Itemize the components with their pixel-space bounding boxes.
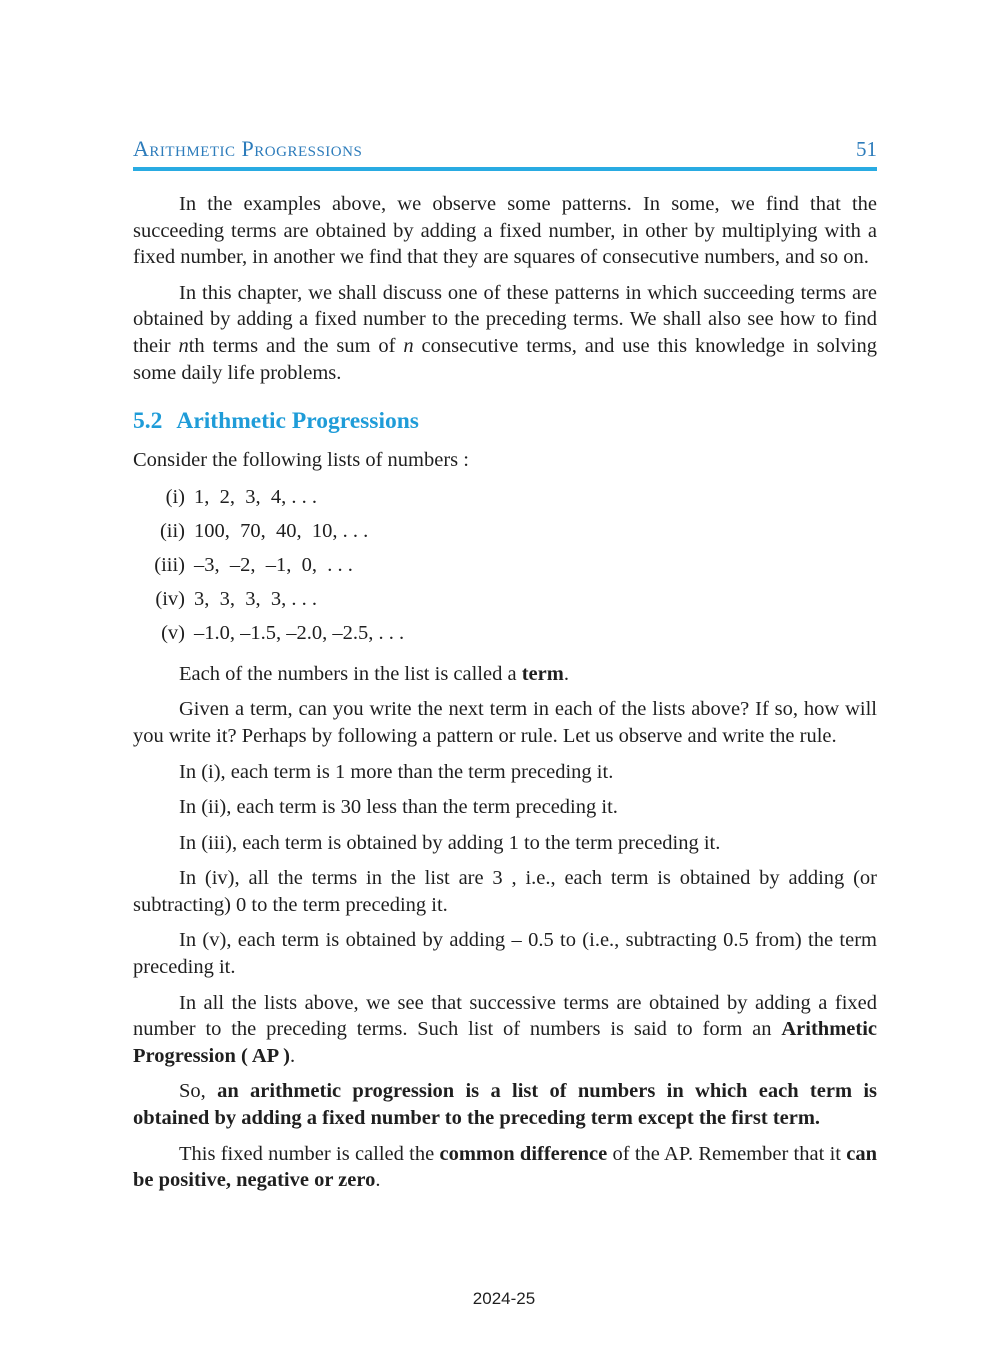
paragraph-text: In (iv), all the terms in the list are 3 , i.e., each term is obtained by adding (or subtracting) 0 to the term preceding it. xyxy=(133,867,877,916)
section-title: Arithmetic Progressions xyxy=(176,408,419,435)
running-header xyxy=(133,136,877,162)
bold-positive-negative-zero: can be positive, negative or zero xyxy=(133,1142,877,1192)
list-item-label: (iii) xyxy=(154,553,185,576)
list-item xyxy=(133,484,877,511)
paragraph-observation-i xyxy=(133,759,877,786)
paragraph-observation-ii xyxy=(133,794,877,821)
bold-arithmetic-progression: Arithmetic Progression ( AP ) xyxy=(133,1018,877,1067)
list-item-label: (ii) xyxy=(159,519,185,542)
list-item-value: 3, 3, 3, 3, . . . xyxy=(194,588,317,611)
list-item-value: 1, 2, 3, 4, . . . xyxy=(194,485,317,508)
paragraph-observation-iii xyxy=(133,830,877,857)
running-header-title: Arithmetic Progressions xyxy=(133,136,363,161)
paragraph-common-difference xyxy=(133,1141,877,1194)
list-item-label: (i) xyxy=(165,485,185,508)
footer-session-label: 2024-25 xyxy=(472,1289,536,1308)
list-item-value: 100, 70, 40, 10, . . . xyxy=(194,519,369,542)
paragraph-definition xyxy=(133,1078,877,1131)
paragraph-observation-v xyxy=(133,927,877,980)
page-number: 51 xyxy=(856,137,877,161)
paragraph-intro-1 xyxy=(133,191,877,271)
paragraph-text: This fixed number is called the xyxy=(179,1142,440,1165)
paragraph-text: In (iii), each term is obtained by adding 1 to the term preceding it. xyxy=(179,831,721,854)
paragraph-consider xyxy=(133,447,877,474)
bold-term: term xyxy=(521,662,564,685)
paragraph-text: . xyxy=(289,1044,296,1067)
section-number: 5.2 xyxy=(133,408,163,435)
paragraph-text: of the AP. Remember that it xyxy=(607,1142,847,1165)
paragraph-text: In (i), each term is 1 more than the term preceding it. xyxy=(179,760,614,783)
bold-definition: an arithmetic progression is a list of numbers in which each term is obtained by adding a fixed number to the preceding term except the first term. xyxy=(133,1080,877,1130)
section-heading xyxy=(133,408,877,435)
number-lists xyxy=(133,484,877,647)
list-item-value: –1.0, –1.5, –2.0, –2.5, . . . xyxy=(194,622,405,645)
italic-variable-n: n xyxy=(403,334,414,357)
paragraph-term xyxy=(133,661,877,688)
paragraph-text: Consider the following lists of numbers : xyxy=(133,449,469,472)
paragraph-text: Each of the numbers in the list is called a xyxy=(179,662,522,685)
header-rule xyxy=(133,167,877,171)
paragraph-intro-2 xyxy=(133,280,877,386)
paragraph-text: . xyxy=(563,662,569,685)
paragraph-text: consecutive terms, and use this knowledge in solving some daily life problems. xyxy=(133,334,877,384)
list-item-label: (v) xyxy=(161,622,185,645)
list-item xyxy=(133,552,877,579)
paragraph-text: In this chapter, we shall discuss one of these patterns in which succeeding terms are obtained by adding a fixed number to the preceding terms. We shall also see how to find their xyxy=(133,281,877,357)
paragraph-text: Given a term, can you write the next term in each of the lists above? If so, how will you write it? Perhaps by following a pattern or rule. Let us observe and write the rule. xyxy=(133,698,877,747)
bold-common-difference: common difference xyxy=(439,1142,608,1165)
list-item xyxy=(133,586,877,613)
paragraph-text: . xyxy=(375,1169,381,1192)
paragraph-text: In all the lists above, we see that successive terms are obtained by adding a fixed number to the preceding terms. Such list of numbers is said to form an xyxy=(133,991,877,1041)
paragraph-text: In (v), each term is obtained by adding – 0.5 to (i.e., subtracting 0.5 from) the term preceding it. xyxy=(133,929,877,979)
list-item-label: (iv) xyxy=(155,588,185,611)
list-item-value: –3, –2, –1, 0, . . . xyxy=(194,553,353,576)
paragraph-given xyxy=(133,696,877,749)
list-item xyxy=(133,518,877,545)
list-item xyxy=(133,620,877,647)
paragraph-text: th terms and the sum of xyxy=(188,334,404,357)
paragraph-observation-iv xyxy=(133,865,877,918)
paragraph-text: In the examples above, we observe some patterns. In some, we find that the succeeding terms are obtained by adding a fixed number, in other by multiplying with a fixed number, in another we find that they are squares of consecutive numbers, and so on. xyxy=(133,193,877,269)
paragraph-text: In (ii), each term is 30 less than the term preceding it. xyxy=(179,796,618,819)
paragraph-text: So, xyxy=(179,1080,218,1103)
paragraph-conclusion xyxy=(133,990,877,1070)
italic-variable-n: n xyxy=(178,334,189,357)
